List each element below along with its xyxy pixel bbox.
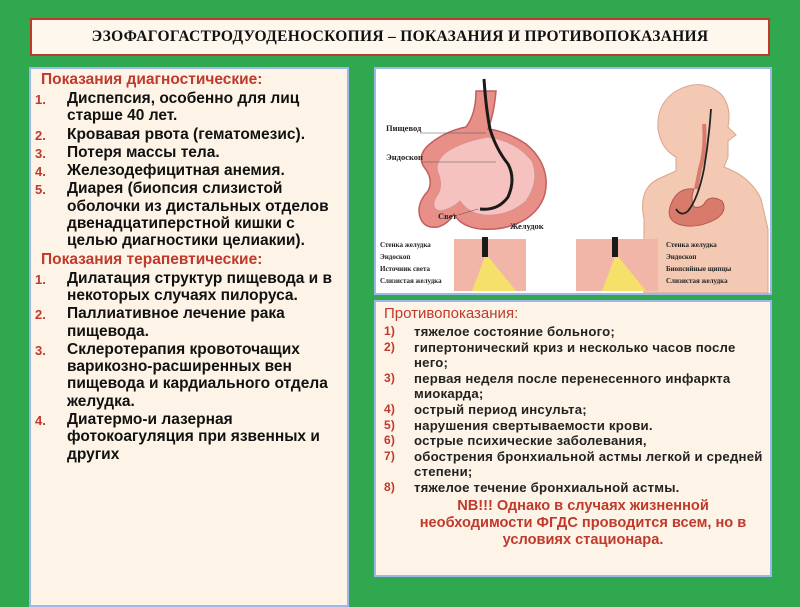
list-item: 4) острый период инсульта; xyxy=(384,401,587,417)
label-light-source: Источник света xyxy=(380,265,431,273)
list-item: 3) первая неделя после перенесенного инфаркта миокарда; xyxy=(384,370,731,402)
label-mucosa-left: Слизистая желудка xyxy=(380,277,442,285)
list-item: 2. Кровавая рвота (гематомезис). xyxy=(35,125,306,143)
list-item: 1. Диспепсия, особенно для лиц старше 40 лет. xyxy=(35,90,300,125)
list-item: 3. Склеротерапия кровоточащих варикозно-расширенных вен пищевода и кардиального отдела желудка. xyxy=(35,340,328,410)
label-wall-left: Стенка желудка xyxy=(380,241,431,249)
list-item: 2) гипертонический криз и несколько часов после него; xyxy=(384,339,736,371)
therapeutic-heading: Показания терапевтические: xyxy=(41,250,263,268)
list-item: 5) нарушения свертываемости крови. xyxy=(384,417,653,433)
list-item: 3. Потеря массы тела. xyxy=(35,143,220,161)
therapeutic-list xyxy=(35,270,341,463)
list-item: 2. Паллиативное лечение рака пищевода. xyxy=(35,305,285,340)
list-item: 8) тяжелое течение бронхиальной астмы. xyxy=(384,479,680,495)
list-item: 5. Диарея (биопсия слизистой оболочки из дистальных отделов двенадцатиперстной кишки с целью диагностики целиакии). xyxy=(35,180,329,250)
inset-right-endoscope xyxy=(612,237,618,257)
label-stomach: Желудок xyxy=(510,221,544,231)
list-item: 1) тяжелое состояние больного; xyxy=(384,324,615,339)
list-item: 1. Дилатация структур пищевода и в некоторых случаях пилоруса. xyxy=(35,269,332,304)
list-item: 4. Диатермо-и лазерная фотокоагуляция при язвенных и других xyxy=(35,411,320,463)
body-silhouette xyxy=(643,85,768,293)
endoscopy-illustration xyxy=(374,67,772,295)
label-endoscope-right: Эндоскоп xyxy=(666,253,697,261)
list-item: 4. Железодефицитная анемия. xyxy=(35,162,285,180)
contraindications-list xyxy=(382,324,764,496)
list-item: 6) острые психические заболевания, xyxy=(384,433,647,449)
inset-left-endoscope xyxy=(482,237,488,257)
label-endoscope-left: Эндоскоп xyxy=(380,253,411,261)
page-title: ЭЗОФАГОГАСТРОДУОДЕНОСКОПИЯ – ПОКАЗАНИЯ И ПРОТИВОПОКАЗАНИЯ xyxy=(91,28,709,45)
list-item: 7) обострения бронхиальной астмы легкой и средней степени; xyxy=(384,448,763,480)
indications-panel xyxy=(29,67,349,607)
endoscopy-diagram xyxy=(376,69,770,293)
label-esophagus: Пищевод xyxy=(386,123,422,133)
label-mucosa-right: Слизистая желудка xyxy=(666,277,728,285)
label-light: Свет xyxy=(438,211,457,221)
diagnostic-heading: Показания диагностические: xyxy=(41,71,263,88)
contraindications-heading: Противопоказания: xyxy=(384,305,519,322)
label-biopsy-forceps: Биопсийные щипцы xyxy=(666,265,732,273)
diagnostic-list xyxy=(35,90,341,250)
label-endoscope: Эндоскоп xyxy=(386,152,423,162)
nb-note: NB!!! Однако в случаях жизненной необходимости ФГДС проводится всем, но в условиях стационара. xyxy=(419,497,747,548)
label-wall-right: Стенка желудка xyxy=(666,241,717,249)
title-bar xyxy=(30,18,770,56)
contraindications-panel xyxy=(374,300,772,577)
